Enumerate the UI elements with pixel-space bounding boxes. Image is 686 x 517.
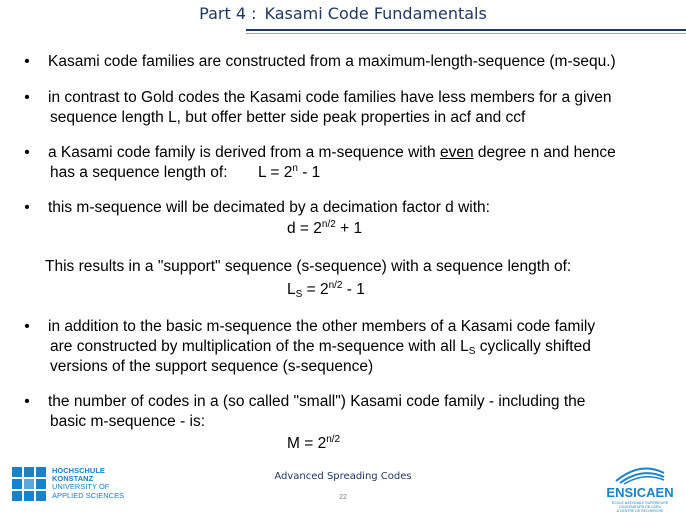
part-label: Part 4 : (199, 4, 257, 23)
bullet-5-line-1: in addition to the basic m-sequence the other members of a Kasami code family (48, 318, 596, 335)
bullet-6-line-2: basic m-sequence - is: (50, 413, 206, 430)
result-text: This results in a "support" sequence (s-sequence) with a sequence length of: (45, 258, 572, 275)
title-text: Kasami Code Fundamentals (264, 4, 487, 23)
bullet-dot-icon: • (24, 318, 30, 335)
title-underline-thin (246, 33, 686, 34)
bullet-dot-icon: • (24, 53, 30, 70)
bullet-dot-icon: • (24, 199, 30, 216)
page-number: 22 (339, 494, 347, 501)
formula-M: $M = 2^{n/2}$ (287, 434, 341, 452)
bullet-5-line-3: versions of the support sequence (s-sequence) (50, 358, 374, 375)
ensicaen-subtitle: ÉCOLE NATIONALE SUPÉRIEURE D'INGÉNIEURS DE CAEN & CENTRE DE RECHERCHE (611, 501, 669, 513)
bullet-6-line-1: the number of codes in a (so called "small") Kasami code family - including the (48, 393, 586, 410)
bullet-dot-icon: • (24, 89, 30, 106)
bullet-2-line-1: in contrast to Gold codes the Kasami code families have less members for a given (48, 89, 612, 106)
formula-Ls: $L_S = 2^{n/2} - 1$ (287, 280, 365, 300)
bullet-dot-icon: • (24, 144, 30, 161)
bullet-dot-icon: • (24, 393, 30, 410)
bullet-3-line-2: has a sequence length of: (50, 164, 228, 181)
title-underline (246, 29, 686, 31)
formula-d: $d = 2^{n/2} + 1$ (287, 219, 363, 237)
ensicaen-wave-icon (614, 465, 666, 485)
bullet-3-line-1: a Kasami code family is derived from a m-sequence with even degree n and hence (48, 144, 616, 161)
even-underlined: even (439, 144, 474, 161)
bullet-1-text: Kasami code families are constructed from a maximum-length-sequence (m-sequ.) (48, 53, 616, 70)
footer-title: Advanced Spreading Codes (274, 471, 412, 482)
bullet-5-line-2: are constructed by multiplication of the m-sequence with all $L_S$ cyclically shifted (50, 338, 591, 357)
ensicaen-name: ENSICAEN (606, 485, 674, 500)
bullet-2-line-2: sequence length L, but offer better side peak properties in acf and ccf (50, 109, 526, 126)
slide-title (0, 4, 686, 23)
formula-L: $L = 2^n - 1$ (258, 163, 321, 181)
htwg-logo-text: HOCHSCHULE KONSTANZ UNIVERSITY OF APPLIED SCIENCES (52, 466, 125, 500)
bullet-4-text: this m-sequence will be decimated by a decimation factor d with: (48, 199, 490, 216)
